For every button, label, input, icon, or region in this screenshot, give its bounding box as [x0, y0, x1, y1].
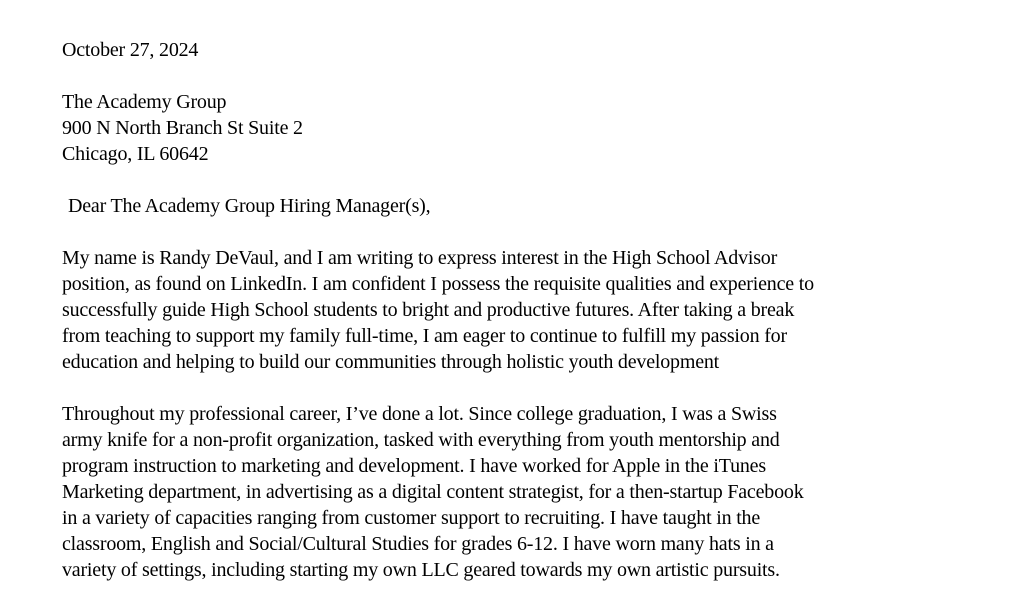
paragraph-line: program instruction to marketing and development. I have worked for Apple in the iTunes	[62, 455, 766, 477]
paragraph-line: Marketing department, in advertising as a digital content strategist, for a then-startup Facebook	[62, 481, 804, 503]
paragraph-line: from teaching to support my family full-time, I am eager to continue to fulfill my passion for	[62, 325, 787, 347]
paragraph-line: Throughout my professional career, I’ve done a lot. Since college graduation, I was a Swiss	[62, 403, 777, 425]
recipient-city-state-zip: Chicago, IL 60642	[62, 143, 209, 165]
salutation: Dear The Academy Group Hiring Manager(s),	[68, 195, 431, 217]
paragraph-line: army knife for a non-profit organization, tasked with everything from youth mentorship and	[62, 429, 780, 451]
recipient-street: 900 N North Branch St Suite 2	[62, 117, 303, 139]
paragraph-line: position, as found on LinkedIn. I am confident I possess the requisite qualities and experience to	[62, 273, 814, 295]
paragraph-line: classroom, English and Social/Cultural Studies for grades 6-12. I have worn many hats in a	[62, 533, 774, 555]
paragraph-line: My name is Randy DeVaul, and I am writing to express interest in the High School Advisor	[62, 247, 778, 269]
paragraph-line: education and helping to build our communities through holistic youth development	[62, 351, 720, 373]
paragraph-line: variety of settings, including starting my own LLC geared towards my own artistic pursuits.	[62, 559, 780, 581]
recipient-name: The Academy Group	[62, 91, 227, 113]
letter-date: October 27, 2024	[62, 39, 199, 61]
paragraph-line: in a variety of capacities ranging from customer support to recruiting. I have taught in the	[62, 507, 761, 529]
paragraph-line: successfully guide High School students to bright and productive futures. After taking a break	[62, 299, 795, 321]
